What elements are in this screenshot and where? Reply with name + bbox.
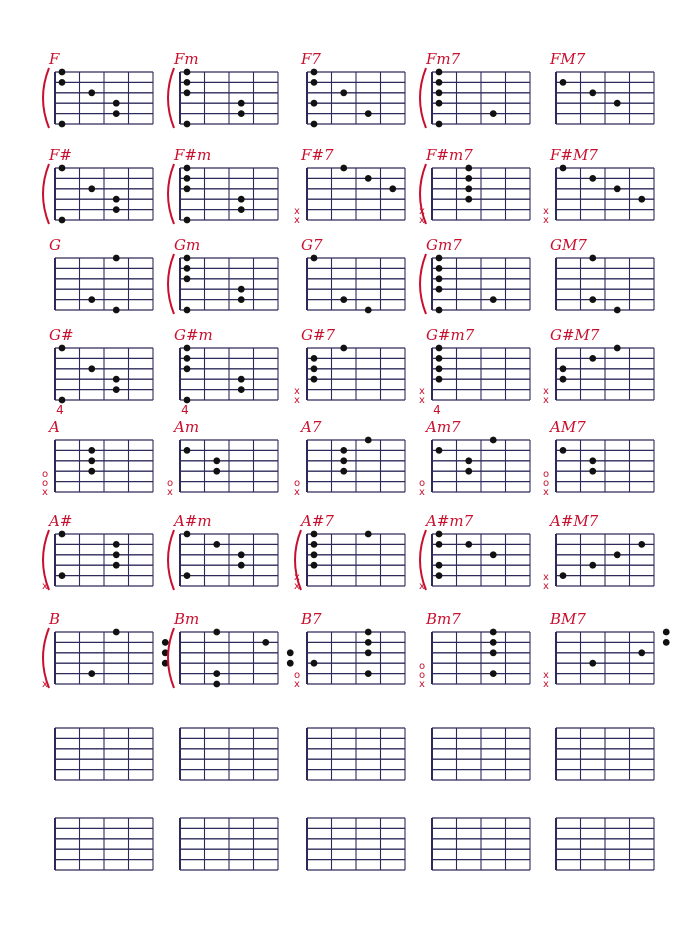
muted-string-mark: x — [543, 206, 549, 217]
finger-dot — [113, 386, 120, 393]
finger-dot — [560, 365, 567, 372]
finger-dot — [436, 572, 443, 579]
finger-dot — [589, 562, 596, 569]
finger-dot — [365, 531, 372, 538]
muted-string-mark: x — [419, 487, 425, 498]
finger-dot — [238, 376, 245, 383]
finger-dot — [365, 639, 372, 646]
finger-dot — [184, 355, 191, 362]
finger-dot — [638, 196, 645, 203]
muted-string-mark: x — [543, 679, 549, 690]
finger-dot — [113, 629, 120, 636]
chord-name: A#7 — [301, 512, 334, 530]
finger-dot — [184, 275, 191, 282]
finger-dot — [465, 468, 472, 475]
finger-dot — [88, 468, 95, 475]
barre-arc — [43, 68, 49, 128]
open-string-mark: o — [293, 670, 301, 681]
muted-string-mark: x — [543, 386, 549, 397]
finger-dot — [59, 121, 66, 128]
finger-dot — [465, 457, 472, 464]
finger-dot — [88, 457, 95, 464]
finger-dot — [113, 376, 120, 383]
chord-name: G#7 — [301, 326, 336, 344]
muted-string-mark: x — [167, 487, 173, 498]
finger-dot — [560, 79, 567, 86]
finger-dot — [213, 468, 220, 475]
muted-string-mark: x — [42, 581, 48, 592]
finger-dot — [184, 121, 191, 128]
finger-dot — [88, 365, 95, 372]
finger-dot — [436, 531, 443, 538]
finger-dot — [184, 165, 191, 172]
chord-name: B — [49, 610, 61, 628]
finger-dot — [238, 296, 245, 303]
chord-name: B7 — [301, 610, 322, 628]
finger-dot — [614, 307, 621, 314]
open-string-mark: o — [418, 478, 426, 489]
barre-arc — [168, 164, 174, 224]
finger-dot — [238, 286, 245, 293]
finger-dot — [663, 639, 670, 646]
muted-string-mark: x — [543, 395, 549, 406]
chord-name: F — [49, 50, 60, 68]
finger-dot — [59, 69, 66, 76]
finger-dot — [436, 345, 443, 352]
chord-name: F7 — [301, 50, 321, 68]
finger-dot — [311, 355, 318, 362]
finger-dot — [59, 531, 66, 538]
chord-name: F#m7 — [426, 146, 473, 164]
finger-dot — [340, 296, 347, 303]
muted-string-mark: x — [294, 487, 300, 498]
finger-dot — [238, 100, 245, 107]
finger-dot — [614, 100, 621, 107]
finger-dot — [184, 265, 191, 272]
muted-string-mark: x — [294, 215, 300, 226]
chord-name: FM7 — [550, 50, 586, 68]
finger-dot — [436, 365, 443, 372]
finger-dot — [184, 531, 191, 538]
finger-dot — [113, 255, 120, 262]
finger-dot — [184, 307, 191, 314]
finger-dot — [490, 110, 497, 117]
chord-name: G# — [49, 326, 74, 344]
chord-name: A — [49, 418, 60, 436]
chord-name: BM7 — [550, 610, 586, 628]
finger-dot — [184, 345, 191, 352]
finger-dot — [490, 551, 497, 558]
barre-arc — [420, 254, 426, 314]
chord-name: Gm7 — [426, 236, 462, 254]
open-string-mark: o — [166, 478, 174, 489]
finger-dot — [213, 629, 220, 636]
chord-name: G7 — [301, 236, 323, 254]
finger-dot — [340, 468, 347, 475]
barre-arc — [168, 68, 174, 128]
finger-dot — [162, 639, 169, 646]
finger-dot — [340, 165, 347, 172]
muted-string-mark: x — [543, 670, 549, 681]
muted-string-mark: x — [294, 395, 300, 406]
muted-string-mark: x — [419, 386, 425, 397]
finger-dot — [465, 185, 472, 192]
finger-dot — [436, 376, 443, 383]
finger-dot — [59, 572, 66, 579]
muted-string-mark: x — [419, 206, 425, 217]
finger-dot — [638, 541, 645, 548]
muted-string-mark: x — [294, 206, 300, 217]
muted-string-mark: x — [42, 679, 48, 690]
finger-dot — [436, 355, 443, 362]
chord-name: G#m7 — [426, 326, 475, 344]
open-string-mark: o — [41, 478, 49, 489]
finger-dot — [184, 572, 191, 579]
finger-dot — [238, 551, 245, 558]
finger-dot — [213, 457, 220, 464]
finger-dot — [436, 69, 443, 76]
finger-dot — [465, 541, 472, 548]
finger-dot — [365, 670, 372, 677]
chord-name: Fm7 — [426, 50, 461, 68]
finger-dot — [311, 541, 318, 548]
finger-dot — [436, 307, 443, 314]
finger-dot — [365, 437, 372, 444]
finger-dot — [311, 531, 318, 538]
muted-string-mark: x — [419, 679, 425, 690]
barre-arc — [168, 628, 174, 688]
finger-dot — [184, 69, 191, 76]
chord-name: F#M7 — [550, 146, 598, 164]
chord-name: F#7 — [301, 146, 334, 164]
finger-dot — [436, 286, 443, 293]
finger-dot — [184, 255, 191, 262]
finger-dot — [113, 307, 120, 314]
muted-string-mark: x — [294, 581, 300, 592]
finger-dot — [311, 376, 318, 383]
finger-dot — [88, 89, 95, 96]
finger-dot — [184, 365, 191, 372]
muted-string-mark: x — [419, 581, 425, 592]
finger-dot — [88, 296, 95, 303]
finger-dot — [365, 649, 372, 656]
finger-dot — [589, 457, 596, 464]
finger-dot — [262, 639, 269, 646]
open-string-mark: o — [542, 478, 550, 489]
finger-dot — [287, 649, 294, 656]
chord-name: A#m7 — [426, 512, 474, 530]
finger-dot — [490, 639, 497, 646]
finger-dot — [638, 649, 645, 656]
fret-number-label: 4 — [181, 403, 189, 417]
finger-dot — [436, 447, 443, 454]
finger-dot — [88, 670, 95, 677]
finger-dot — [436, 255, 443, 262]
open-string-mark: o — [41, 469, 49, 480]
finger-dot — [560, 165, 567, 172]
finger-dot — [340, 447, 347, 454]
finger-dot — [59, 345, 66, 352]
finger-dot — [184, 217, 191, 224]
finger-dot — [589, 296, 596, 303]
finger-dot — [589, 175, 596, 182]
finger-dot — [560, 447, 567, 454]
finger-dot — [213, 681, 220, 688]
chord-name: F# — [49, 146, 72, 164]
muted-string-mark: x — [42, 487, 48, 498]
finger-dot — [436, 265, 443, 272]
finger-dot — [184, 79, 191, 86]
finger-dot — [490, 296, 497, 303]
muted-string-mark: x — [294, 386, 300, 397]
fret-number-label: 4 — [56, 403, 64, 417]
finger-dot — [311, 100, 318, 107]
fret-number-label: 4 — [433, 403, 441, 417]
finger-dot — [213, 670, 220, 677]
finger-dot — [436, 100, 443, 107]
chord-name: A7 — [301, 418, 322, 436]
chord-name: G#m — [174, 326, 213, 344]
finger-dot — [589, 355, 596, 362]
chord-name: G#M7 — [550, 326, 600, 344]
finger-dot — [589, 660, 596, 667]
finger-dot — [113, 541, 120, 548]
muted-string-mark: x — [419, 395, 425, 406]
finger-dot — [436, 121, 443, 128]
muted-string-mark: x — [294, 679, 300, 690]
finger-dot — [88, 447, 95, 454]
finger-dot — [311, 562, 318, 569]
finger-dot — [113, 551, 120, 558]
finger-dot — [184, 447, 191, 454]
finger-dot — [560, 572, 567, 579]
muted-string-mark: x — [543, 572, 549, 583]
finger-dot — [113, 206, 120, 213]
finger-dot — [340, 457, 347, 464]
finger-dot — [436, 79, 443, 86]
finger-dot — [589, 468, 596, 475]
open-string-mark: o — [542, 469, 550, 480]
finger-dot — [238, 386, 245, 393]
chord-name: Bm — [174, 610, 200, 628]
finger-dot — [287, 660, 294, 667]
finger-dot — [311, 660, 318, 667]
muted-string-mark: x — [543, 215, 549, 226]
finger-dot — [113, 100, 120, 107]
barre-arc — [43, 164, 49, 224]
finger-dot — [436, 275, 443, 282]
muted-string-mark: x — [294, 572, 300, 583]
finger-dot — [490, 629, 497, 636]
chord-name: F#m — [174, 146, 212, 164]
muted-string-mark: x — [543, 487, 549, 498]
finger-dot — [238, 206, 245, 213]
finger-dot — [340, 89, 347, 96]
open-string-mark: o — [418, 670, 426, 681]
finger-dot — [560, 376, 567, 383]
finger-dot — [490, 670, 497, 677]
finger-dot — [113, 196, 120, 203]
chord-name: A#m — [174, 512, 212, 530]
chord-name: A# — [49, 512, 73, 530]
finger-dot — [589, 255, 596, 262]
finger-dot — [311, 365, 318, 372]
finger-dot — [589, 89, 596, 96]
open-string-mark: o — [293, 478, 301, 489]
finger-dot — [311, 121, 318, 128]
finger-dot — [365, 307, 372, 314]
finger-dot — [238, 562, 245, 569]
finger-dot — [490, 649, 497, 656]
chord-name: Gm — [174, 236, 201, 254]
finger-dot — [465, 175, 472, 182]
finger-dot — [184, 175, 191, 182]
barre-arc — [168, 254, 174, 314]
finger-dot — [436, 89, 443, 96]
finger-dot — [490, 437, 497, 444]
muted-string-mark: x — [543, 581, 549, 592]
finger-dot — [436, 562, 443, 569]
finger-dot — [88, 185, 95, 192]
barre-arc — [168, 530, 174, 590]
chord-name: GM7 — [550, 236, 587, 254]
finger-dot — [213, 541, 220, 548]
finger-dot — [238, 110, 245, 117]
finger-dot — [465, 165, 472, 172]
finger-dot — [59, 79, 66, 86]
finger-dot — [184, 185, 191, 192]
barre-arc — [420, 68, 426, 128]
finger-dot — [389, 185, 396, 192]
chord-name: Am7 — [426, 418, 461, 436]
finger-dot — [113, 110, 120, 117]
finger-dot — [614, 551, 621, 558]
chord-name: A#M7 — [550, 512, 599, 530]
finger-dot — [59, 165, 66, 172]
finger-dot — [614, 185, 621, 192]
finger-dot — [113, 562, 120, 569]
finger-dot — [436, 541, 443, 548]
finger-dot — [365, 110, 372, 117]
chord-name: Fm — [174, 50, 199, 68]
finger-dot — [614, 345, 621, 352]
muted-string-mark: x — [419, 215, 425, 226]
finger-dot — [311, 551, 318, 558]
finger-dot — [311, 255, 318, 262]
chord-name: Am — [174, 418, 200, 436]
finger-dot — [311, 79, 318, 86]
finger-dot — [238, 196, 245, 203]
open-string-mark: o — [418, 661, 426, 672]
finger-dot — [59, 217, 66, 224]
finger-dot — [365, 629, 372, 636]
chord-name: Bm7 — [426, 610, 461, 628]
finger-dot — [465, 196, 472, 203]
chord-name: AM7 — [550, 418, 586, 436]
finger-dot — [340, 345, 347, 352]
finger-dot — [311, 69, 318, 76]
finger-dot — [663, 629, 670, 636]
chord-name: G — [49, 236, 61, 254]
finger-dot — [184, 89, 191, 96]
finger-dot — [365, 175, 372, 182]
